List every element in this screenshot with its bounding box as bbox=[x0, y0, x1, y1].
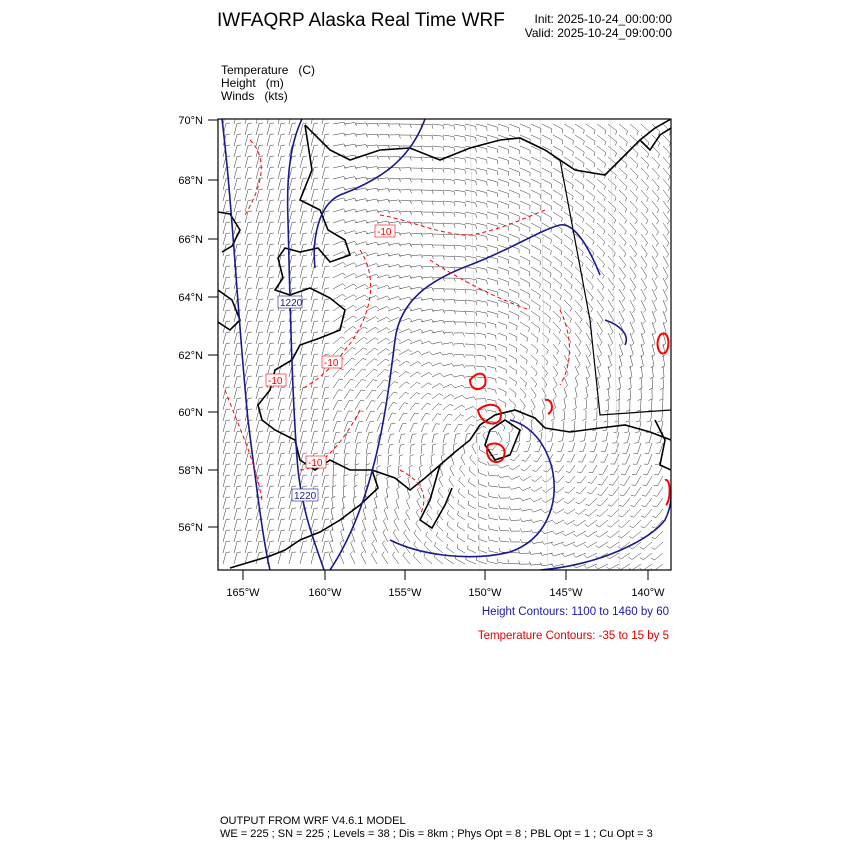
coastline bbox=[218, 119, 671, 568]
lon-label: 160°W bbox=[308, 587, 342, 599]
height-label: 1220 bbox=[294, 491, 317, 502]
init-time: Init: 2025-10-24_00:00:00 bbox=[534, 12, 672, 26]
lat-label: 64°N bbox=[178, 292, 203, 304]
temp-label: -10 bbox=[308, 458, 323, 469]
lat-label: 68°N bbox=[178, 175, 203, 187]
lon-label: 140°W bbox=[631, 587, 665, 599]
temp-label: -10 bbox=[268, 376, 283, 387]
temperature-contours-solid bbox=[470, 333, 670, 505]
lon-label: 165°W bbox=[226, 587, 260, 599]
lon-label: 145°W bbox=[549, 587, 583, 599]
lat-label: 70°N bbox=[178, 115, 203, 127]
lat-label: 60°N bbox=[178, 407, 203, 419]
temperature-contour-note: Temperature Contours: -35 to 15 by 5 bbox=[477, 630, 669, 642]
model-config: WE = 225 ; SN = 225 ; Levels = 38 ; Dis = 8km ; Phys Opt = 8 ; PBL Opt = 1 ; Cu Opt = 3 bbox=[220, 828, 653, 840]
latitude-axis bbox=[178, 115, 218, 534]
valid-time: Valid: 2025-10-24_09:00:00 bbox=[524, 26, 672, 40]
longitude-axis bbox=[226, 570, 665, 599]
lon-label: 150°W bbox=[468, 587, 502, 599]
plot-frame bbox=[218, 119, 671, 570]
model-footer bbox=[220, 815, 653, 841]
lon-label: 155°W bbox=[388, 587, 422, 599]
temp-label: -10 bbox=[377, 227, 392, 238]
lat-label: 56°N bbox=[178, 522, 203, 534]
temp-label: -10 bbox=[324, 358, 339, 369]
model-version: OUTPUT FROM WRF V4.6.1 MODEL bbox=[220, 815, 406, 827]
lat-label: 62°N bbox=[178, 350, 203, 362]
height-label: 1220 bbox=[280, 298, 303, 309]
lat-label: 58°N bbox=[178, 465, 203, 477]
lat-label: 66°N bbox=[178, 234, 203, 246]
height-contour-note: Height Contours: 1100 to 1460 by 60 bbox=[481, 606, 669, 618]
field-winds: Winds (kts) bbox=[221, 89, 288, 103]
field-temperature: Temperature (C) bbox=[221, 63, 316, 77]
field-height: Height (m) bbox=[221, 76, 284, 90]
map-title: IWFAQRP Alaska Real Time WRF bbox=[217, 10, 505, 31]
